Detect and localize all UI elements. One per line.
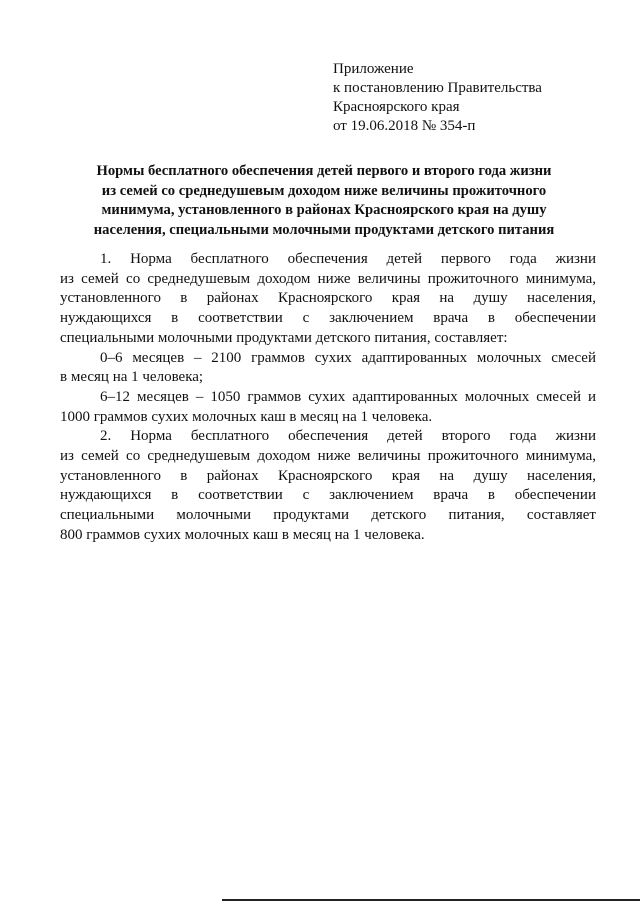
text-line: 1000 граммов сухих молочных каш в месяц на 1 человека. xyxy=(60,408,433,425)
document-title xyxy=(60,162,588,240)
scan-edge-line xyxy=(222,899,640,901)
appendix-reference: к постановлению Правительства xyxy=(333,80,542,96)
paragraph-6-12-months xyxy=(60,388,596,427)
appendix-block xyxy=(333,60,633,136)
appendix-date-number: от 19.06.2018 № 354-п xyxy=(333,118,476,134)
text-line: специальными молочными продуктами детского питания, составляет: xyxy=(60,329,508,346)
text-line: нуждающихся в соответствии с заключением врача в обеспечении xyxy=(60,487,596,504)
title-line: из семей со среднедушевым доходом ниже величины прожиточного xyxy=(101,182,547,199)
text-line: 1. Норма бесплатного обеспечения детей первого года жизни xyxy=(100,251,596,267)
text-line: 0–6 месяцев – 2100 граммов сухих адаптированных молочных смесей xyxy=(100,349,596,366)
text-line: нуждающихся в соответствии с заключением врача в обеспечении xyxy=(60,310,596,327)
text-line: 6–12 месяцев – 1050 граммов сухих адаптированных молочных смесей и xyxy=(100,388,596,405)
text-line: 800 граммов сухих молочных каш в месяц на 1 человека. xyxy=(60,526,425,543)
text-line: из семей со среднедушевым доходом ниже величины прожиточного минимума, xyxy=(60,448,596,465)
document-body xyxy=(60,250,596,546)
text-line: установленного в районах Красноярского края на душу населения, xyxy=(60,467,596,484)
text-line: специальными молочными продуктами детского питания, составляет xyxy=(60,507,596,524)
text-line: в месяц на 1 человека; xyxy=(60,369,204,386)
title-line: населения, специальными молочными продуктами детского питания xyxy=(93,221,555,238)
appendix-region: Красноярского края xyxy=(333,99,460,115)
title-line: Нормы бесплатного обеспечения детей первого и второго года жизни xyxy=(96,163,552,179)
paragraph-0-6-months xyxy=(60,349,596,388)
paragraph-second-year-norm xyxy=(60,427,596,545)
paragraph-first-year-norm xyxy=(60,250,596,349)
text-line: из семей со среднедушевым доходом ниже величины прожиточного минимума, xyxy=(60,270,596,287)
text-line: установленного в районах Красноярского края на душу населения, xyxy=(60,290,596,307)
text-line: 2. Норма бесплатного обеспечения детей второго года жизни xyxy=(100,428,596,445)
appendix-label: Приложение xyxy=(333,61,414,77)
title-line: минимума, установленного в районах Красноярского края на душу xyxy=(101,202,547,218)
